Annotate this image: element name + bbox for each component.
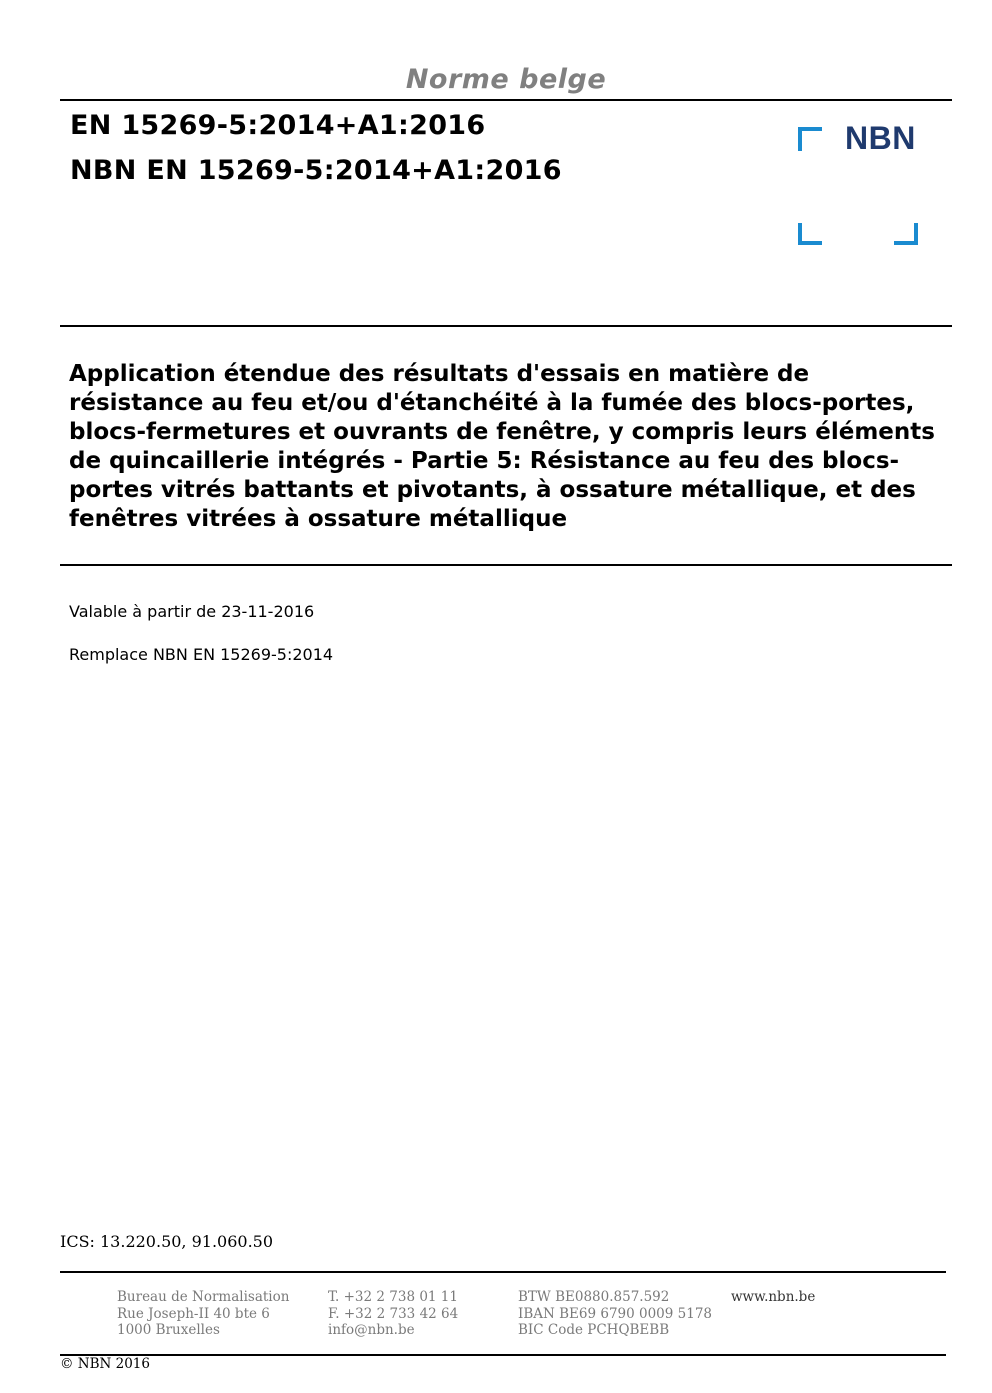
- footer-phone: T. +32 2 738 01 11: [328, 1289, 458, 1305]
- title-bottom-divider: [60, 564, 952, 566]
- footer-top-divider: [60, 1271, 946, 1273]
- ics-codes: ICS: 13.220.50, 91.060.50: [60, 1232, 274, 1251]
- footer-bic: BIC Code PCHQBEBB: [518, 1322, 670, 1338]
- footer-address-line: Rue Joseph-II 40 bte 6: [117, 1305, 270, 1322]
- standard-code-nbn: NBN EN 15269-5:2014+A1:2016: [70, 155, 562, 186]
- footer-vat: BTW BE0880.857.592: [518, 1289, 670, 1305]
- title-line: blocs-fermetures et ouvrants de fenêtre, y compris leurs éléments: [69, 419, 935, 445]
- document-title: [69, 360, 959, 534]
- nbn-logo-text: NBN: [845, 120, 916, 156]
- header-divider: [60, 99, 952, 101]
- footer-website-link[interactable]: www.nbn.be: [731, 1289, 816, 1305]
- valid-from: Valable à partir de 23-11-2016: [69, 602, 315, 621]
- document-type-label: Norme belge: [405, 64, 607, 95]
- footer-contact: [328, 1289, 458, 1339]
- title-line: résistance au feu et/ou d'étanchéité à la fumée des blocs-portes,: [69, 390, 915, 416]
- copyright: © NBN 2016: [60, 1356, 150, 1372]
- standard-code-en: EN 15269-5:2014+A1:2016: [70, 110, 486, 141]
- title-top-divider: [60, 325, 952, 327]
- replaces: Remplace NBN EN 15269-5:2014: [69, 645, 334, 664]
- footer-email-link[interactable]: info@nbn.be: [328, 1322, 415, 1338]
- footer-iban: IBAN BE69 6790 0009 5178: [518, 1305, 713, 1322]
- footer-address-line: 1000 Bruxelles: [117, 1322, 220, 1338]
- footer-address-line: Bureau de Normalisation: [117, 1289, 290, 1305]
- title-line: fenêtres vitrées à ossature métallique: [69, 506, 568, 532]
- footer-address: [117, 1289, 289, 1339]
- footer-bottom-divider: [60, 1354, 946, 1356]
- title-line: Application étendue des résultats d'essais en matière de: [69, 361, 810, 387]
- footer-bank: [518, 1289, 712, 1339]
- title-line: de quincaillerie intégrés - Partie 5: Résistance au feu des blocs-: [69, 448, 900, 474]
- title-line: portes vitrés battants et pivotants, à ossature métallique, et des: [69, 477, 916, 503]
- footer-fax: F. +32 2 733 42 64: [328, 1305, 459, 1322]
